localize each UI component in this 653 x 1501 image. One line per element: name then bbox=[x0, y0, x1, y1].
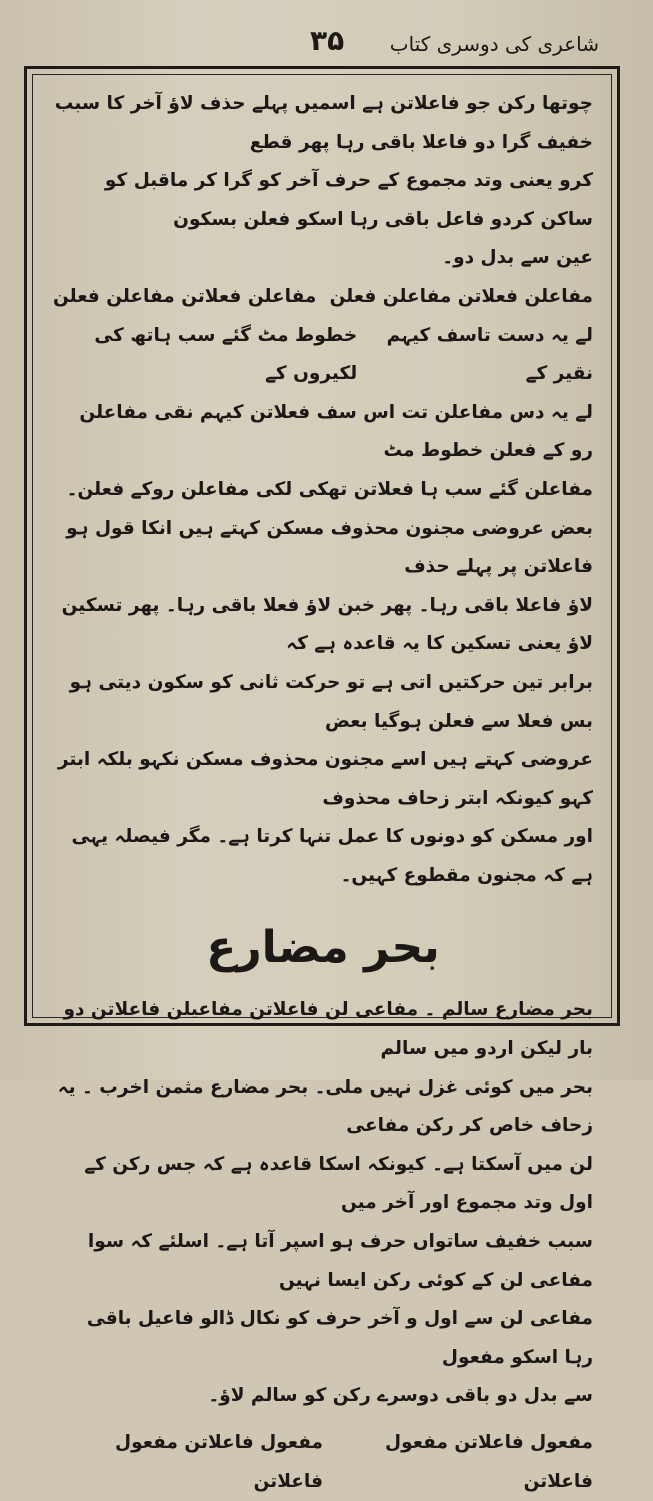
text-line: لن میں آسکتا ہے۔ کیونکہ اسکا قاعدہ ہے کہ جس رکن کے اول وتد مجموع اور آخر میں bbox=[84, 1153, 593, 1214]
meter-scheme-left: مفعول فاعلاتن مفعول فاعلاتن bbox=[115, 1432, 323, 1492]
text-line: بحر میں کوئی غزل نہیں ملی۔ بحر مضارع مثمن اخرب ۔ یہ زحاف خاص کر رکن مفاعی bbox=[57, 1076, 593, 1137]
page-header bbox=[22, 22, 629, 62]
meter-scheme-row-2 bbox=[53, 1424, 593, 1501]
text-line: کرو یعنی وتد مجموع کے حرف آخر کو گرا کر ماقبل کو ساکن کردو فاعل باقی رہا اسکو فعلن بسکون bbox=[104, 170, 593, 230]
text-line: مفاعلن گئے سب ہا فعلاتن تھکی لکی مفاعلن روکے فعلن۔ bbox=[66, 478, 593, 500]
couplet-row bbox=[53, 317, 593, 394]
couplet-second-hemistich: خطوط مٹ گئے سب ہاتھ کی لکیروں کے bbox=[94, 324, 358, 385]
page-border-frame bbox=[24, 66, 620, 1492]
text-line: سبب خفیف ساتواں حرف ہو اسپر آتا ہے۔ اسلئے کہ سوا مفاعی لن کے کوئی رکن ایسا نہیں bbox=[87, 1231, 593, 1291]
text-line: بحر مضارع سالم ۔ مفاعی لن فاعلاتن مفاعیلن فاعلاتن دو بار لیکن اردو میں سالم bbox=[63, 999, 593, 1060]
meter-scheme-row bbox=[53, 278, 593, 317]
text-line: عین سے بدل دو۔ bbox=[442, 247, 593, 269]
text-line: اور مسکن کو دونوں کا عمل تنہا کرتا ہے۔ مگر فیصلہ یہی ہے کہ مجنون مقطوع کہیں۔ bbox=[71, 826, 593, 886]
meter-scheme-left: مفاعلن فعلاتن مفاعلن فعلن bbox=[53, 285, 317, 307]
text-line: لے یہ دس مفاعلن تت اس سف فعلاتن کیہم نقی مفاعلن رو کے فعلن خطوط مٹ bbox=[79, 401, 593, 462]
page-number: ۳۵ bbox=[310, 24, 345, 57]
text-line: مفاعی لن سے اول و آخر حرف کو نکال ڈالو فاعیل باقی رہا اسکو مفعول bbox=[86, 1308, 593, 1368]
meter-scheme-right: مفعول فاعلاتن مفعول فاعلاتن bbox=[385, 1432, 593, 1492]
text-line: برابر تین حرکتیں اتی ہے تو حرکت ثانی کو سکون دیتی ہو بس فعلا سے فعلن ہوگیا بعض bbox=[69, 671, 593, 732]
running-book-title: شاعری کی دوسری کتاب bbox=[389, 32, 599, 56]
text-line: سے بدل دو باقی دوسرے رکن کو سالم لاؤ۔ bbox=[208, 1385, 593, 1407]
text-line: عروضی کہتے ہیں اسے مجنون محذوف مسکن نکہو بلکہ ابتر کہو کیونکہ ابتر زحاف محذوف bbox=[57, 749, 593, 809]
text-line: چوتھا رکن جو فاعلاتن ہے اسمیں پہلے حذف لاؤ آخر کا سبب خفیف گرا دو فاعلا باقی رہا پھر قطع bbox=[54, 93, 593, 153]
section-title: بحر مضارع bbox=[206, 922, 440, 974]
text-line: بعض عروضی مجنون محذوف مسکن کہتے ہیں انکا قول ہو فاعلاتن پر پہلے حذف bbox=[66, 517, 593, 578]
page-body bbox=[53, 85, 593, 1501]
text-line: لاؤ فاعلا باقی رہا۔ پھر خبن لاؤ فعلا باقی رہا۔ پھر تسکین لاؤ یعنی تسکین کا یہ قاعدہ ہے کہ bbox=[61, 594, 593, 655]
meter-scheme-right: مفاعلن فعلاتن مفاعلن فعلن bbox=[329, 285, 593, 307]
couplet-first-hemistich: لے یہ دست تاسف کیہم نقیر کے bbox=[386, 324, 593, 385]
